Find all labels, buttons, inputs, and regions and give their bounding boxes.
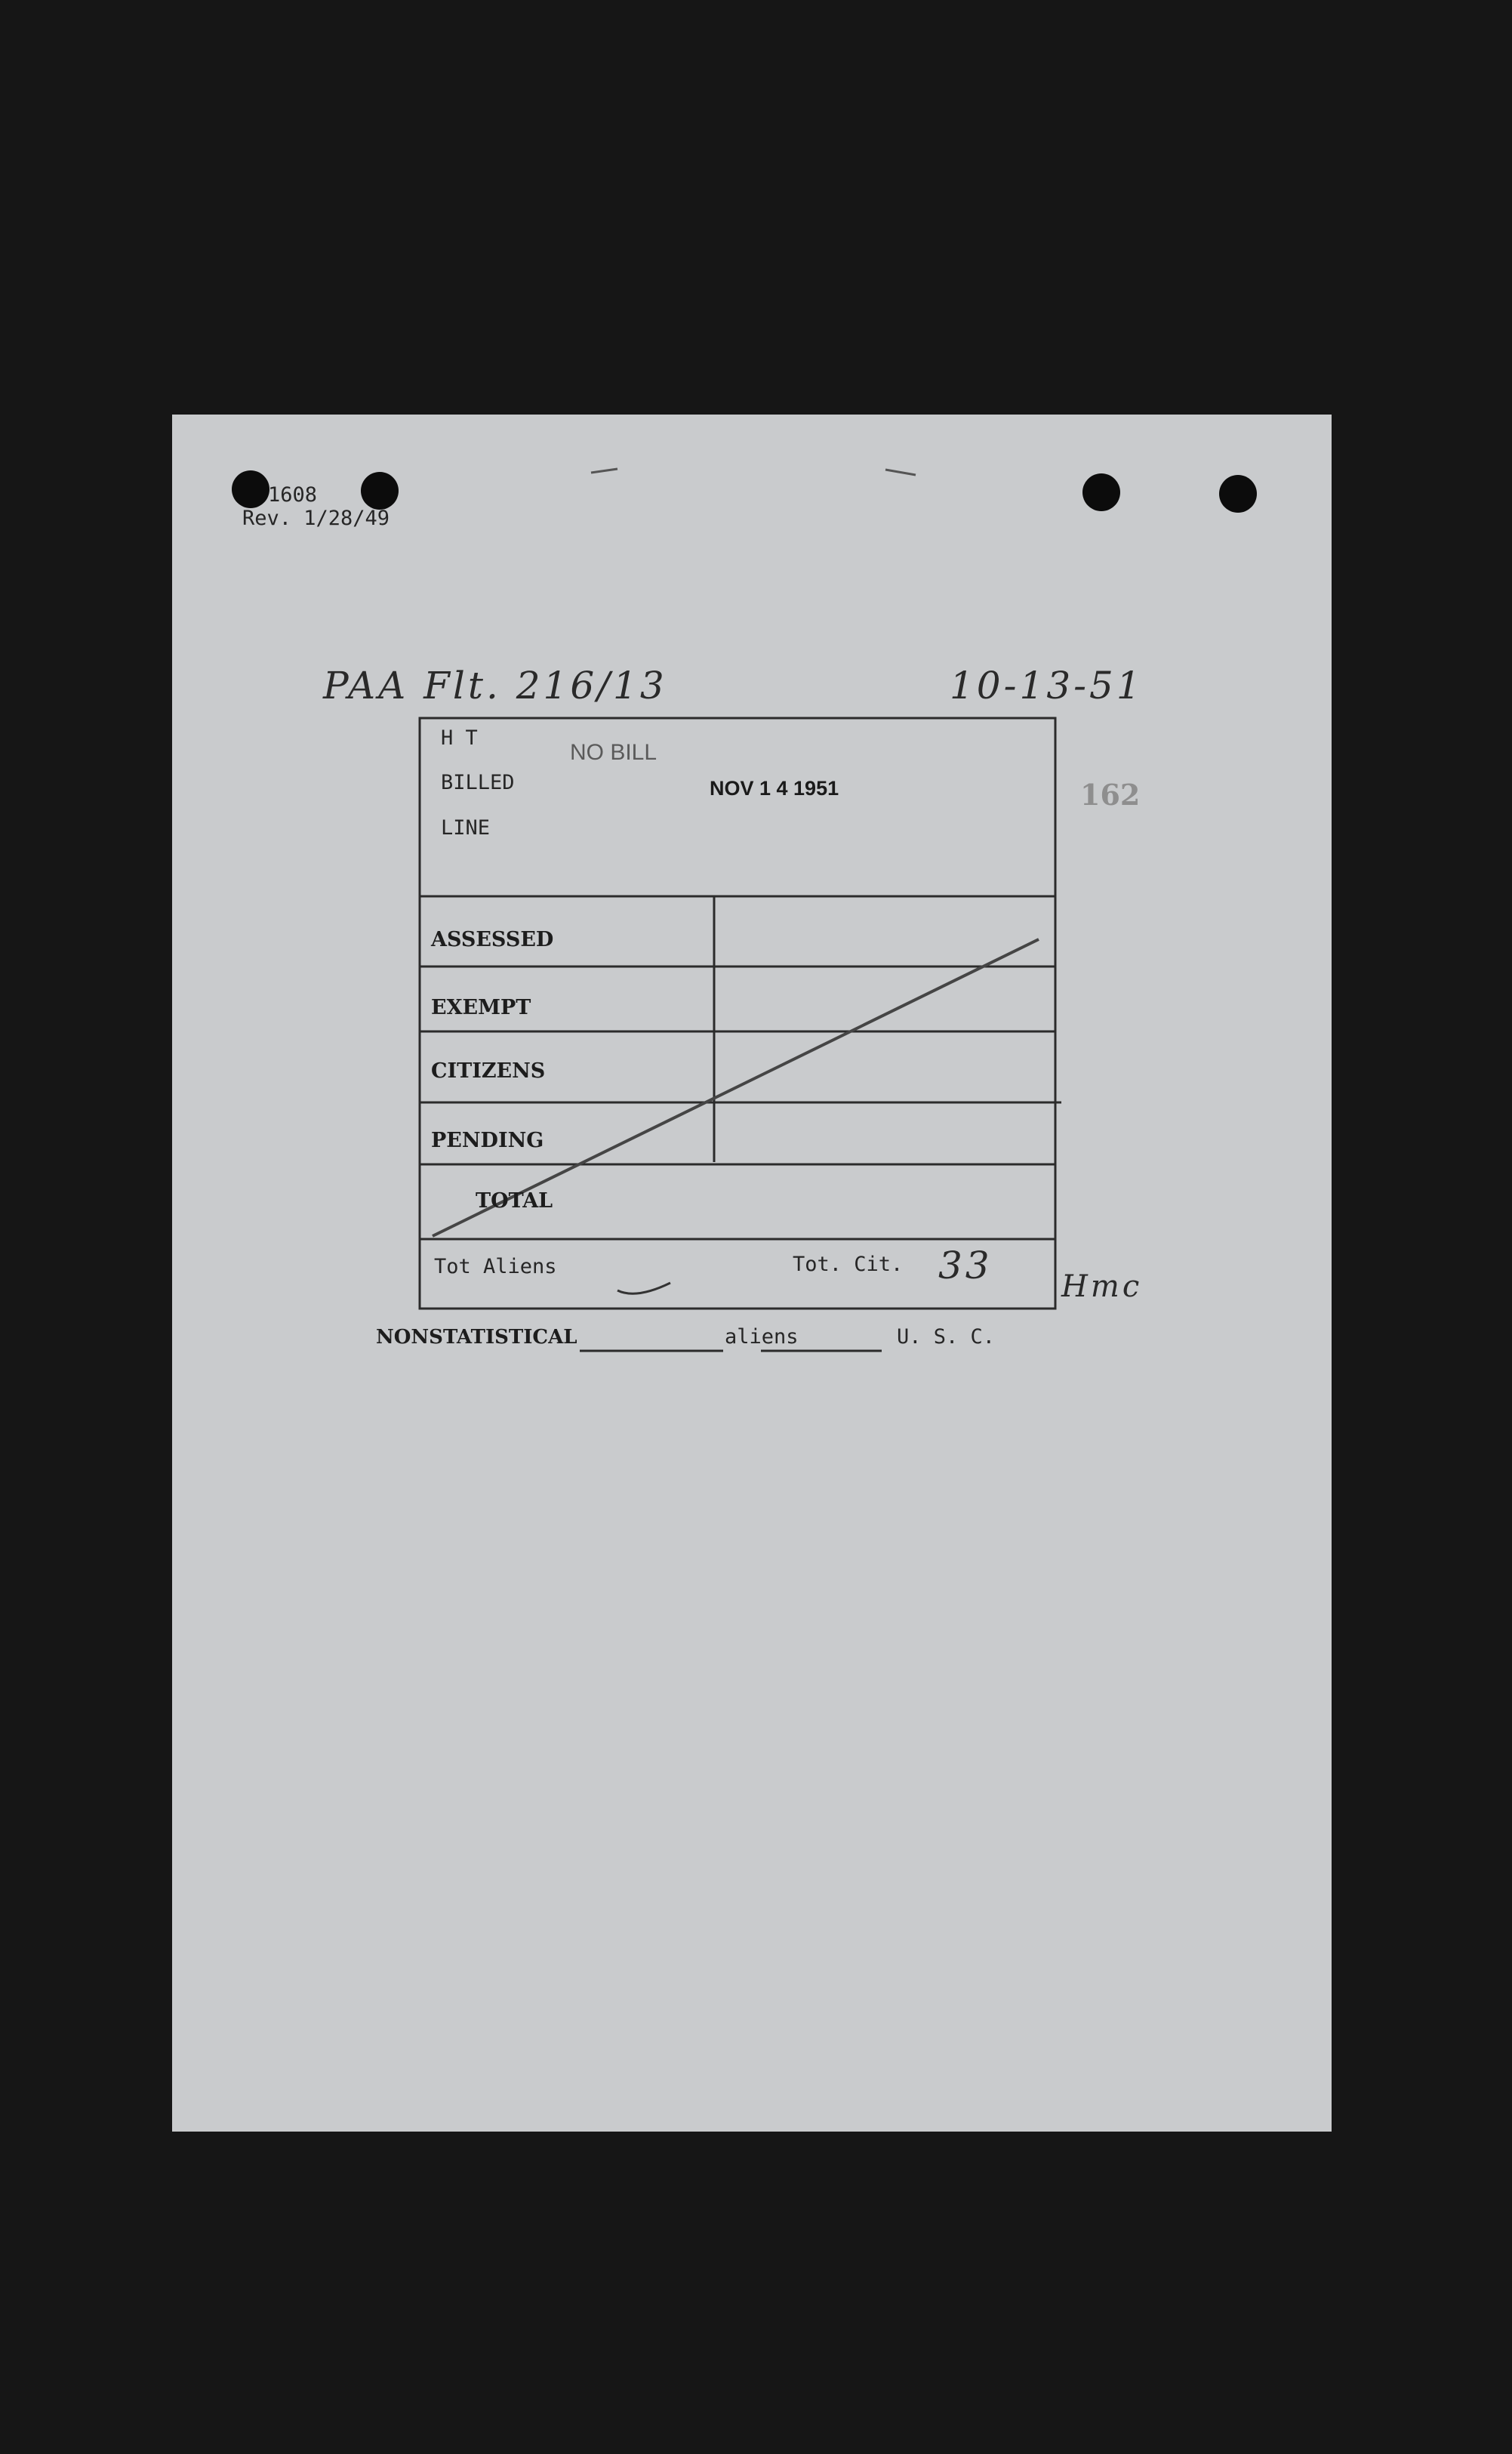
label-total: TOTAL xyxy=(476,1189,553,1213)
no-bill-stamp: NO BILL xyxy=(570,740,657,765)
label-assessed: ASSESSED xyxy=(431,928,554,951)
form-number: 1608 xyxy=(268,483,318,507)
form-grid xyxy=(172,415,1332,2132)
label-ht: H T xyxy=(441,726,478,750)
label-citizens: CITIZENS xyxy=(431,1059,546,1083)
label-usc: U. S. C. xyxy=(897,1325,996,1349)
label-aliens: aliens xyxy=(725,1325,799,1349)
handwritten-flight: PAA Flt. 216/13 xyxy=(323,664,667,708)
date-stamp: NOV 1 4 1951 xyxy=(710,777,839,800)
label-tot-cit: Tot. Cit. xyxy=(793,1253,904,1276)
label-pending: PENDING xyxy=(431,1129,544,1152)
label-line: LINE xyxy=(441,816,491,840)
handwritten-initials: Hmc xyxy=(1061,1269,1143,1304)
label-tot-aliens: Tot Aliens xyxy=(434,1255,557,1278)
document-page xyxy=(172,415,1332,2132)
handwritten-date: 10-13-51 xyxy=(950,664,1144,708)
label-exempt: EXEMPT xyxy=(431,996,531,1019)
page-number-stamp: 162 xyxy=(1080,778,1141,812)
form-revision: Rev. 1/28/49 xyxy=(242,507,390,530)
handwritten-citizen-count: 33 xyxy=(938,1244,993,1287)
label-billed: BILLED xyxy=(441,771,515,794)
label-nonstatistical: NONSTATISTICAL xyxy=(376,1326,577,1349)
